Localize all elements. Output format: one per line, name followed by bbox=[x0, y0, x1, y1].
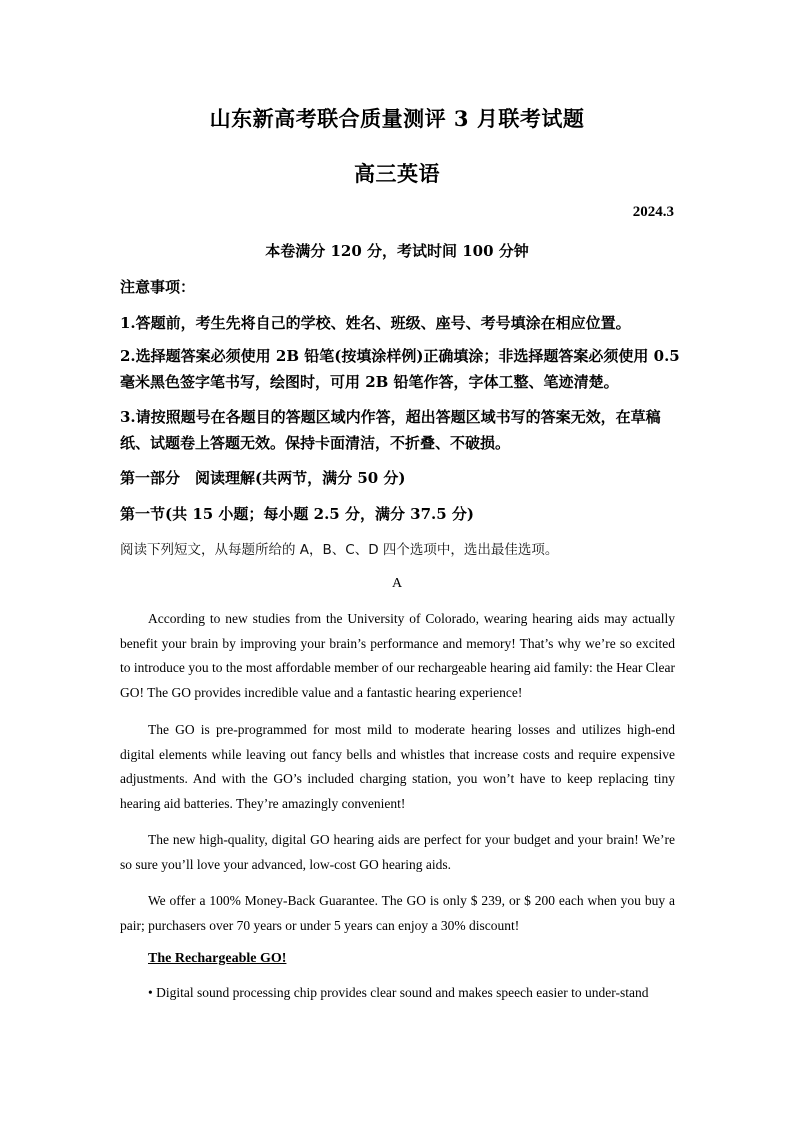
notice-item-2: 2.选择题答案必须使用 2B 铅笔(按填涂样例)正确填涂；非选择题答案必须使用 0.5 毫米黑色签字笔书写，绘图时，可用 2B 铅笔作答，字体工整、笔迹清楚。 bbox=[120, 347, 680, 391]
passage-label: A bbox=[391, 576, 403, 591]
feature-bullet: • Digital sound processing chip provides clear sound and makes speech easier to under-stand bbox=[148, 985, 649, 1000]
product-subheading: The Rechargeable GO! bbox=[148, 951, 287, 966]
instruction-text: 阅读下列短文，从每题所给的 A，B、C、D 四个选项中，选出最佳选项。 bbox=[120, 542, 559, 558]
part-heading: 第一部分 阅读理解(共两节，满分 50 分) bbox=[120, 469, 406, 487]
score-info: 本卷满分 120 分，考试时间 100 分钟 bbox=[265, 242, 529, 260]
passage-paragraph-2: The GO is pre-programmed for most mild to moderate hearing losses and utilizes high-end digital elements while leaving out fancy bells and whistles that increase costs and require expensive adjustments. And with the GO’s included charging station, you won’t have to keep replacing tiny hearing aid batteries. They’re amazingly convenient! bbox=[120, 722, 675, 811]
notice-item-3: 3.请按照题号在各题目的答题区域内作答，超出答题区域书写的答案无效，在草稿纸、试题卷上答题无效。保持卡面清洁，不折叠、不破损。 bbox=[120, 408, 661, 452]
passage-paragraph-3: The new high-quality, digital GO hearing aids are perfect for your budget and your brain! We’re so sure you’ll love your advanced, low-cost GO hearing aids. bbox=[120, 832, 675, 872]
passage-paragraph-1: According to new studies from the University of Colorado, wearing hearing aids may actually benefit your brain by improving your brain’s performance and memory! That’s why we’re so excited to introduce you to the most affordable member of our rechargeable hearing aid family: the Hear Clear GO! The GO provides incredible value and a fantastic hearing experience! bbox=[120, 611, 675, 700]
passage-paragraph-4: We offer a 100% Money-Back Guarantee. The GO is only $ 239, or $ 200 each when you buy a pair; purchasers over 70 years or under 5 years can enjoy a 30% discount! bbox=[120, 893, 675, 933]
exam-date: 2024.3 bbox=[632, 204, 674, 220]
notice-item-1: 1.答题前，考生先将自己的学校、姓名、班级、座号、考号填涂在相应位置。 bbox=[120, 314, 631, 332]
section-heading: 第一节(共 15 小题；每小题 2.5 分，满分 37.5 分) bbox=[120, 505, 475, 523]
exam-title: 山东新高考联合质量测评 3 月联考试题 bbox=[209, 106, 585, 131]
notice-heading: 注意事项： bbox=[120, 278, 196, 296]
exam-subject: 高三英语 bbox=[354, 161, 440, 186]
